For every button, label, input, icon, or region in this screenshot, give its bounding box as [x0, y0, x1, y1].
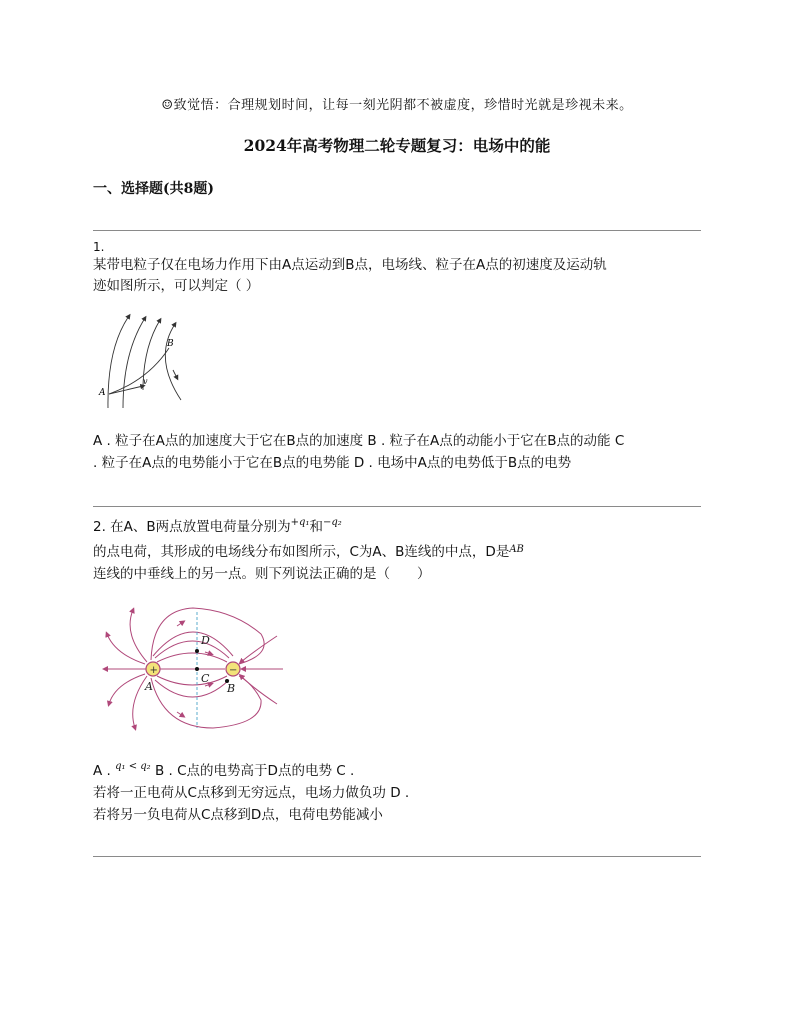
point-d [195, 649, 199, 653]
trajectory-arrow [173, 370, 177, 378]
field-line [155, 680, 229, 697]
velocity-label: v [143, 377, 148, 386]
field-line [108, 316, 129, 408]
point-d-label: D [201, 634, 210, 647]
field-line-arrow [177, 712, 183, 716]
field-line [107, 634, 145, 664]
divider [93, 230, 701, 231]
option-a-rest: B . C点的电势高于D点的电势 C . [154, 763, 355, 779]
point-b-label: B [227, 682, 236, 695]
field-line [153, 632, 233, 656]
question-1-stem-line1: 某带电粒子仅在电场力作用下由A点运动到B点，电场线、粒子在A点的初速度及运动轨 [93, 257, 607, 273]
field-line [157, 676, 227, 685]
question-2-stem-prefix: 2. 在A、B两点放置电荷量分别为 [93, 519, 291, 535]
charge-q1: +q₁ [290, 517, 310, 528]
field-line [123, 318, 145, 408]
page-title: 2024年高考物理二轮专题复习：电场中的能 [243, 136, 551, 155]
field-line [157, 653, 227, 662]
minus-sign: − [229, 665, 238, 676]
charge-q2: −q₂ [322, 517, 342, 528]
option-a-label: A . [93, 763, 111, 779]
field-line-arrow [177, 622, 183, 626]
question-2-options-line2: 若将一正电荷从C点移到无穷远点，电场力做负功 D . [93, 785, 410, 801]
point-a-label: A [145, 680, 153, 693]
motto-line: ☺致觉悟：合理规划时间，让每一刻光阴都不被虚度，珍惜时光就是珍视未来。 [161, 98, 633, 113]
option-a-math: q₁ < q₂ [115, 761, 151, 772]
question-2-stem-line2-text: 的点电荷，其形成的电场线分布如图所示，C为A、B连线的中点，D是 [93, 544, 510, 560]
question-2-options-line3: 若将另一负电荷从C点移到D点，电荷电势能减小 [93, 807, 383, 823]
point-c-label: C [201, 672, 210, 685]
point-c [195, 667, 199, 671]
question-2-options-line1 [93, 760, 354, 784]
question-2-stem-line2 [93, 541, 524, 565]
question-1-figure [93, 308, 203, 412]
conjunction: 和 [309, 519, 323, 535]
divider [93, 856, 701, 857]
velocity-vector [109, 386, 143, 394]
divider [93, 506, 701, 507]
point-a-label: A [99, 388, 106, 398]
field-line [241, 636, 277, 662]
question-2-stem-line1 [93, 516, 342, 540]
question-2-stem-line3: 连线的中垂线上的另一点。则下列说法正确的是（ ） [93, 566, 431, 582]
point-b-label: B [167, 339, 174, 349]
question-1-stem-line2: 迹如图所示，可以判定（ ） [93, 278, 260, 294]
field-line [155, 641, 229, 658]
field-line [241, 676, 277, 704]
question-1-options-line1: A . 粒子在A点的加速度大于它在B点的加速度 B . 粒子在A点的动能小于它在B点的动能 C [93, 433, 625, 449]
question-1-number: 1. [93, 240, 105, 254]
question-2-figure [93, 604, 293, 732]
segment-ab: AB [509, 544, 524, 555]
field-line [165, 324, 181, 400]
field-line-arrow [205, 652, 211, 654]
question-1-options-line2: . 粒子在A点的电势能小于它在B点的电势能 D . 电场中A点的电势低于B点的电势 [93, 455, 572, 471]
plus-sign: + [149, 665, 158, 676]
field-line [130, 610, 147, 662]
section-heading: 一、选择题(共8题) [93, 181, 214, 197]
